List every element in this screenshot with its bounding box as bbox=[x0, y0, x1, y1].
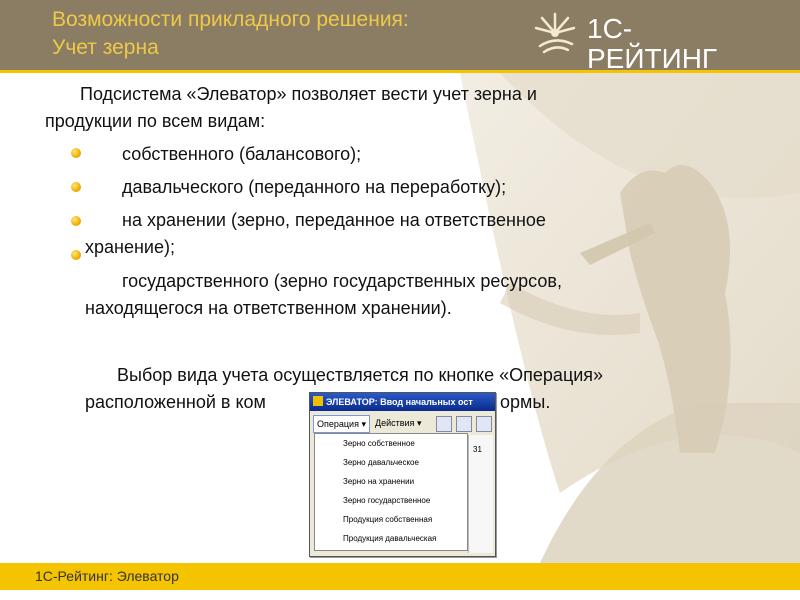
slide-title: Возможности прикладного решения: Учет зерна bbox=[52, 8, 409, 59]
window-app-icon bbox=[313, 396, 323, 406]
intro-line-2: продукции по всем видам: bbox=[45, 111, 266, 131]
toolbar-nav-icon[interactable] bbox=[436, 416, 452, 432]
chevron-down-icon: ▾ bbox=[416, 418, 422, 428]
selection-line-2-end: ормы. bbox=[500, 392, 551, 412]
operation-button[interactable] bbox=[313, 415, 370, 433]
side-value: 31 bbox=[473, 445, 482, 454]
footer-bar bbox=[0, 563, 800, 590]
window-toolbar bbox=[310, 413, 495, 435]
bullet-icon bbox=[71, 148, 81, 158]
intro-line-1: Подсистема «Элеватор» позволяет вести учет зерна и bbox=[80, 84, 537, 104]
menu-item-grain-state[interactable]: Зерно государственное bbox=[343, 496, 431, 505]
menu-item-grain-own[interactable]: Зерно собственное bbox=[343, 439, 415, 448]
footer-text: 1С-Рейтинг: Элеватор bbox=[35, 568, 179, 584]
toolbar-undo-icon[interactable] bbox=[476, 416, 492, 432]
list-item-tolling: давальческого (переданного на переработку); bbox=[122, 177, 507, 197]
window-title: ЭЛЕВАТОР: Ввод начальных ост bbox=[326, 397, 473, 407]
list-item-state-line-1: государственного (зерно государственных ресурсов, bbox=[122, 271, 562, 291]
list-item-own: собственного (балансового); bbox=[122, 144, 362, 164]
window-title-bar bbox=[310, 393, 495, 411]
selection-line-2-start: расположенной в ком bbox=[85, 392, 266, 412]
bullet-icon bbox=[71, 182, 81, 192]
operation-dropdown-menu bbox=[314, 433, 468, 551]
selection-line-1: Выбор вида учета осуществляется по кнопке «Операция» bbox=[117, 365, 604, 385]
chevron-down-icon: ▾ bbox=[361, 419, 366, 429]
actions-button-label: Действия bbox=[375, 418, 415, 428]
list-item-storage-line-1: на хранении (зерно, переданное на ответственное bbox=[122, 210, 546, 230]
menu-item-grain-storage[interactable]: Зерно на хранении bbox=[343, 477, 415, 486]
operation-button-label: Операция bbox=[317, 419, 359, 429]
bullet-icon bbox=[71, 250, 81, 260]
menu-item-product-tolling[interactable]: Продукция давальческая bbox=[343, 534, 437, 543]
list-item-storage-line-2: хранение); bbox=[85, 237, 175, 257]
logo-text: 1С-РЕЙТИНГ bbox=[587, 14, 718, 70]
menu-item-grain-tolling[interactable]: Зерно давальческое bbox=[343, 458, 419, 467]
list-item-state-line-2: находящегося на ответственном хранении). bbox=[85, 298, 452, 318]
actions-button[interactable] bbox=[372, 415, 424, 431]
toolbar-refresh-icon[interactable] bbox=[456, 416, 472, 432]
app-window-screenshot bbox=[309, 392, 496, 557]
menu-item-product-own[interactable]: Продукция собственная bbox=[343, 515, 433, 524]
form-side-panel bbox=[468, 435, 493, 553]
bullet-icon bbox=[71, 216, 81, 226]
